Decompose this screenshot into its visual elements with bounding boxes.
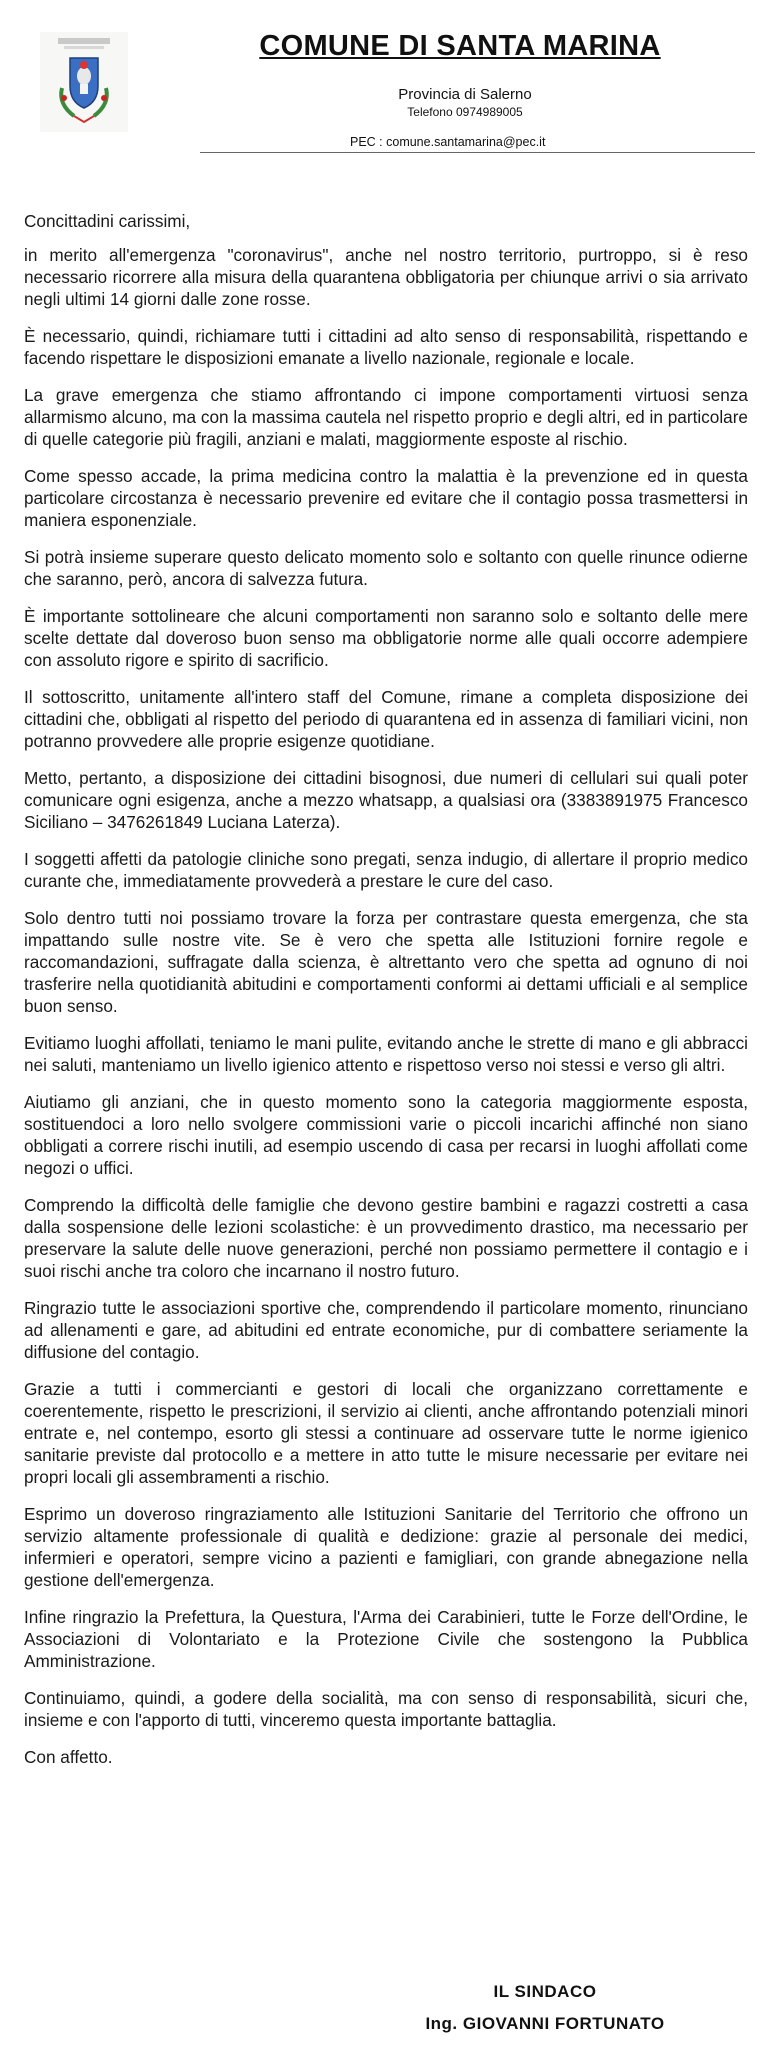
pec-row <box>200 131 755 153</box>
paragraph: Solo dentro tutti noi possiamo trovare la forza per contrastare questa emergenza, che sta impattando sulle nostre vite. Se è vero che spetta alle Istituzioni fornire regole e raccomandazioni, suffragate dalla scienza, è altrettanto vero che spetta ad ognuno di noi trasferire nella quotidianità abitudini e comportamenti conformi ai dettami ufficiali e al semplice buon senso. <box>24 908 748 1016</box>
paragraph: Grazie a tutti i commercianti e gestori di locali che organizzano correttamente e coerentemente, rispetto le prescrizioni, il servizio ai clienti, anche affrontando potenziali minori entrate e, nel contempo, esorto gli stessi a continuare ad osservare tutte le norme igienico sanitarie previste dal protocollo e a mettere in atto tutte le misure necessarie per evitare nei propri locali gli assembramenti a rischio. <box>24 1379 748 1487</box>
paragraph: Si potrà insieme superare questo delicato momento solo e soltanto con quelle rinunce odierne che saranno, però, ancora di salvezza futura. <box>24 547 748 589</box>
signature-name: Ing. GIOVANNI FORTUNATO <box>425 2014 665 2033</box>
phone-line: Telefono 0974989005 <box>407 105 523 119</box>
pec-email: PEC : comune.santamarina@pec.it <box>350 135 546 149</box>
paragraph: Aiutiamo gli anziani, che in questo momento sono la categoria maggiormente esposta, sostituendoci a loro nello svolgere commissioni varie o piccoli incarichi affinché non siano obbligati a correre rischi inutili, ad esempio uscendo di casa per recarsi in luoghi affollati come negozi o uffici. <box>24 1092 748 1178</box>
signature-role: IL SINDACO <box>493 1982 597 2001</box>
letterhead <box>0 0 770 160</box>
paragraph: Come spesso accade, la prima medicina contro la malattia è la prevenzione ed in questa particolare circostanza è necessario prevenire ed evitare che il contagio possa trasmettersi in maniera esponenziale. <box>24 466 748 530</box>
paragraph: I soggetti affetti da patologie cliniche sono pregati, senza indugio, di allertare il proprio medico curante che, immediatamente provvederà a prestare le cure del caso. <box>24 849 748 891</box>
paragraph: Comprendo la difficoltà delle famiglie che devono gestire bambini e ragazzi costretti a casa dalla sospensione delle lezioni scolastiche: è un provvedimento drastico, ma necessario per preservare la salute delle nuove generazioni, perché non possiamo permettere il contagio e i suoi rischi anche tra coloro che incarnano il nostro futuro. <box>24 1195 748 1281</box>
paragraph: Metto, pertanto, a disposizione dei cittadini bisognosi, due numeri di cellulari sui quali poter comunicare ogni esigenza, anche a mezzo whatsapp, a qualsiasi ora (3383891975 Francesco Siciliano – 3476261849 Luciana Laterza). <box>24 768 748 832</box>
paragraph: Infine ringrazio la Prefettura, la Questura, l'Arma dei Carabinieri, tutte le Forze dell'Ordine, le Associazioni di Volontariato e la Protezione Civile che sostengono la Pubblica Amministrazione. <box>24 1607 748 1671</box>
paragraph: È importante sottolineare che alcuni comportamenti non saranno solo e soltanto delle mere scelte dettate dal doveroso buon senso ma obbligatorie norme alle quali occorre adempiere con assoluto rigore e spirito di sacrificio. <box>24 606 748 670</box>
paragraph: È necessario, quindi, richiamare tutti i cittadini ad alto senso di responsabilità, rispettando e facendo rispettare le disposizioni emanate a livello nazionale, regionale e locale. <box>24 326 748 368</box>
header-divider <box>200 152 755 153</box>
municipality-title: COMUNE DI SANTA MARINA <box>259 30 661 62</box>
paragraph: Continuiamo, quindi, a godere della socialità, ma con senso di responsabilità, sicuri che, insieme e con l'apporto di tutti, vinceremo questa importante battaglia. <box>24 1688 748 1730</box>
paragraph: Ringrazio tutte le associazioni sportive che, comprendendo il particolare momento, rinunciano ad allenamenti e gare, ad abitudini ed entrate economiche, pur di combattere seriamente la diffusione del contagio. <box>24 1298 748 1362</box>
paragraph: La grave emergenza che stiamo affrontando ci impone comportamenti virtuosi senza allarmismo alcuno, ma con la massima cautela nel rispetto proprio e degli altri, ed in particolare di quelle categorie più fragili, anziani e malati, maggiormente esposte al rischio. <box>24 385 748 449</box>
province-line: Provincia di Salerno <box>398 86 532 103</box>
paragraph: Il sottoscritto, unitamente all'intero staff del Comune, rimane a completa disposizione dei cittadini che, obbligati al rispetto del periodo di quarantena ed in assenza di familiari vicini, non potranno provvedere alle proprie esigenze quotidiane. <box>24 687 748 751</box>
municipal-coat-of-arms-icon <box>40 32 128 132</box>
greeting: Concittadini carissimi, <box>24 211 191 231</box>
letter-body <box>24 210 748 1783</box>
paragraph: Esprimo un doveroso ringraziamento alle Istituzioni Sanitarie del Territorio che offrono un servizio altamente professionale di qualità e dedizione: grazie al personale dei medici, infermieri e operatori, sempre vicino a pazienti e famigliari, con grande abnegazione nella gestione dell'emergenza. <box>24 1504 748 1590</box>
closing: Con affetto. <box>24 1747 113 1767</box>
paragraph: Evitiamo luoghi affollati, teniamo le mani pulite, evitando anche le strette di mano e gli abbracci nei saluti, manteniamo un livello igienico attento e rispettoso verso noi stessi e verso gli altri. <box>24 1033 748 1075</box>
paragraph: in merito all'emergenza "coronavirus", anche nel nostro territorio, purtroppo, si è reso necessario ricorrere alla misura della quarantena obbligatoria per chiunque arrivi o sia arrivato negli ultimi 14 giorni dalle zone rosse. <box>24 245 748 309</box>
